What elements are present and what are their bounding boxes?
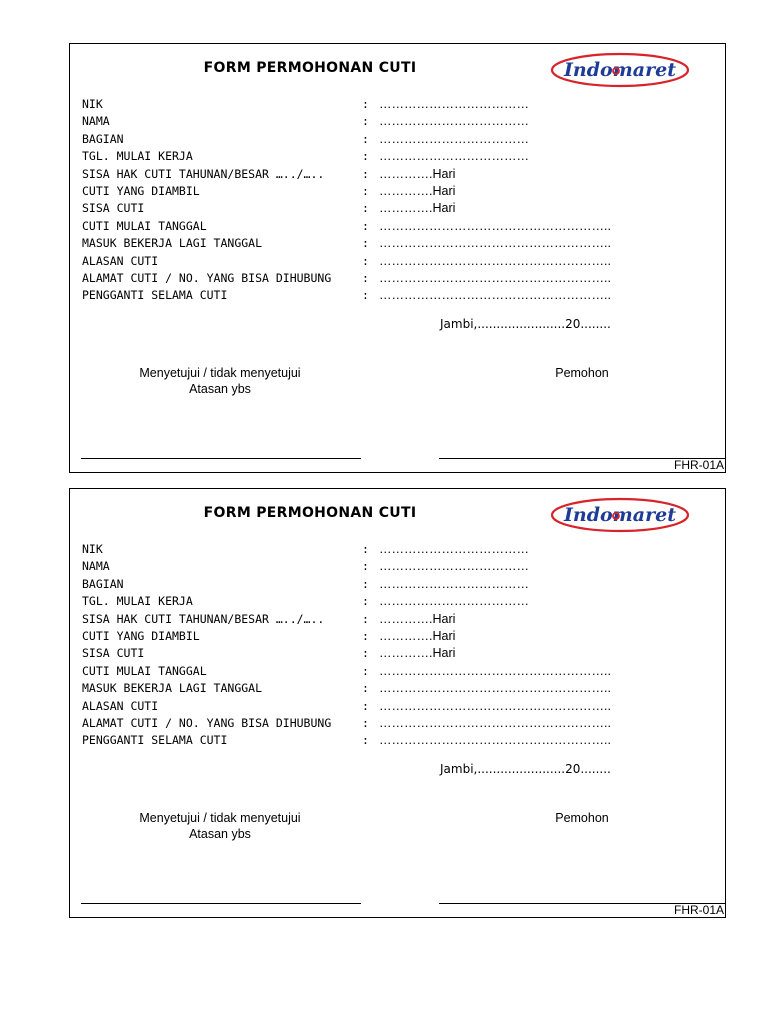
field-nama [82, 558, 682, 575]
field-value[interactable]: ……………………………………………….. [379, 236, 611, 251]
city-date[interactable]: Jambi,.......................20........ [440, 317, 611, 331]
field-label: NAMA [82, 559, 110, 574]
field-label: NIK [82, 542, 103, 556]
leave-request-form-2 [69, 488, 726, 918]
field-colon: : [362, 733, 369, 748]
form-title: FORM PERMOHONAN CUTI [203, 505, 417, 521]
field-label: SISA CUTI [82, 646, 145, 661]
field-label: ALAMAT CUTI / NO. YANG BISA DIHUBUNG [82, 715, 332, 730]
field-colon: : [362, 253, 369, 268]
field-colon: : [362, 114, 369, 129]
field-sisa-hak-cuti [82, 166, 682, 183]
field-value[interactable]: ………….Hari [379, 201, 456, 216]
applicant-label: Pemohon [555, 811, 609, 825]
field-value[interactable]: ………….Hari [379, 611, 456, 626]
field-cuti-diambil [82, 183, 682, 200]
field-alasan-cuti [82, 698, 682, 715]
logo-text: Indomaret [564, 59, 676, 81]
field-masuk-bekerja-lagi [82, 680, 682, 697]
field-value[interactable]: ……………………………………………….. [379, 681, 611, 696]
field-colon: : [362, 183, 369, 198]
field-colon: : [362, 131, 369, 146]
field-colon: : [362, 149, 369, 164]
field-sisa-hak-cuti [82, 611, 682, 628]
leave-request-form-1 [69, 43, 726, 473]
approval-text: Menyetujui / tidak menyetujui [139, 811, 301, 825]
logo-text: Indomaret [564, 504, 676, 526]
field-value[interactable]: ……………………………… [379, 114, 529, 129]
supervisor-label: Atasan ybs [189, 826, 251, 841]
field-value[interactable]: ……………………………… [379, 576, 529, 591]
field-label: ALASAN CUTI [82, 253, 159, 268]
field-cuti-diambil [82, 628, 682, 645]
field-bagian [82, 576, 682, 593]
field-label: PENGGANTI SELAMA CUTI [82, 733, 228, 748]
field-label: TGL. MULAI KERJA [82, 149, 193, 164]
field-alamat-cuti [82, 270, 682, 287]
field-label: SISA HAK CUTI TAHUNAN/BESAR …../….. [82, 611, 325, 626]
supervisor-signature-line [81, 458, 361, 459]
field-label: SISA HAK CUTI TAHUNAN/BESAR …../….. [82, 166, 325, 181]
field-value[interactable]: ………….Hari [379, 646, 456, 661]
field-pengganti [82, 287, 682, 304]
field-label: ALAMAT CUTI / NO. YANG BISA DIHUBUNG [82, 270, 332, 285]
field-colon: : [362, 646, 369, 661]
field-cuti-mulai-tanggal [82, 218, 682, 235]
indomaret-logo [550, 497, 690, 533]
form-fields [82, 96, 682, 305]
field-colon: : [362, 236, 369, 251]
field-colon: : [362, 166, 369, 181]
field-colon: : [362, 288, 369, 303]
applicant-label: Pemohon [555, 366, 609, 380]
field-colon: : [362, 628, 369, 643]
supervisor-label: Atasan ybs [189, 381, 251, 396]
field-colon: : [362, 218, 369, 233]
field-label: MASUK BEKERJA LAGI TANGGAL [82, 236, 263, 251]
field-value[interactable]: ……………………………………………….. [379, 253, 611, 268]
field-label: BAGIAN [82, 576, 124, 591]
field-label: TGL. MULAI KERJA [82, 594, 193, 609]
city-date[interactable]: Jambi,.......................20........ [440, 762, 611, 776]
field-value[interactable]: ……………………………………………….. [379, 270, 611, 285]
field-label: CUTI MULAI TANGGAL [82, 663, 207, 678]
field-value[interactable]: ……………………………………………….. [379, 733, 611, 748]
field-value[interactable]: ……………………………… [379, 559, 529, 574]
field-label: CUTI YANG DIAMBIL [82, 183, 200, 198]
field-value[interactable]: ……………………………… [379, 149, 529, 164]
field-label: CUTI MULAI TANGGAL [82, 218, 207, 233]
form-title: FORM PERMOHONAN CUTI [203, 60, 417, 76]
field-tgl-mulai-kerja [82, 148, 682, 165]
field-label: CUTI YANG DIAMBIL [82, 628, 200, 643]
field-value[interactable]: ……………………………………………….. [379, 663, 611, 678]
field-colon: : [362, 576, 369, 591]
field-value[interactable]: ……………………………………………….. [379, 698, 611, 713]
supervisor-signature-line [81, 903, 361, 904]
field-label: PENGGANTI SELAMA CUTI [82, 288, 228, 303]
form-code: FHR-01A [673, 903, 724, 917]
field-label: SISA CUTI [82, 201, 145, 216]
field-colon: : [362, 270, 369, 285]
field-colon: : [362, 715, 369, 730]
field-nik [82, 541, 682, 558]
field-colon: : [362, 97, 369, 111]
field-value[interactable]: ……………………………… [379, 131, 529, 146]
field-colon: : [362, 542, 369, 556]
field-colon: : [362, 594, 369, 609]
field-label: NIK [82, 97, 103, 111]
field-pengganti [82, 732, 682, 749]
field-tgl-mulai-kerja [82, 593, 682, 610]
field-value[interactable]: ……………………………… [379, 594, 529, 609]
field-colon: : [362, 698, 369, 713]
field-value[interactable]: ………….Hari [379, 628, 456, 643]
field-alamat-cuti [82, 715, 682, 732]
field-sisa-cuti [82, 200, 682, 217]
field-colon: : [362, 201, 369, 216]
field-colon: : [362, 611, 369, 626]
field-label: MASUK BEKERJA LAGI TANGGAL [82, 681, 263, 696]
approval-text: Menyetujui / tidak menyetujui [139, 366, 301, 380]
approval-block [120, 366, 320, 397]
indomaret-logo [550, 52, 690, 88]
field-colon: : [362, 559, 369, 574]
field-alasan-cuti [82, 253, 682, 270]
approval-block [120, 811, 320, 842]
form-fields [82, 541, 682, 750]
field-value[interactable]: ……………………………………………….. [379, 218, 611, 233]
field-value[interactable]: ………….Hari [379, 183, 456, 198]
field-sisa-cuti [82, 645, 682, 662]
field-value[interactable]: ……………………………… [379, 542, 529, 556]
form-code: FHR-01A [673, 458, 724, 472]
field-value[interactable]: ……………………………………………….. [379, 288, 611, 303]
field-colon: : [362, 681, 369, 696]
field-label: ALASAN CUTI [82, 698, 159, 713]
field-nik [82, 96, 682, 113]
field-cuti-mulai-tanggal [82, 663, 682, 680]
field-label: NAMA [82, 114, 110, 129]
field-colon: : [362, 663, 369, 678]
field-nama [82, 113, 682, 130]
field-bagian [82, 131, 682, 148]
field-value[interactable]: ………….Hari [379, 166, 456, 181]
field-value[interactable]: ……………………………… [379, 97, 529, 111]
field-value[interactable]: ……………………………………………….. [379, 715, 611, 730]
field-masuk-bekerja-lagi [82, 235, 682, 252]
field-label: BAGIAN [82, 131, 124, 146]
